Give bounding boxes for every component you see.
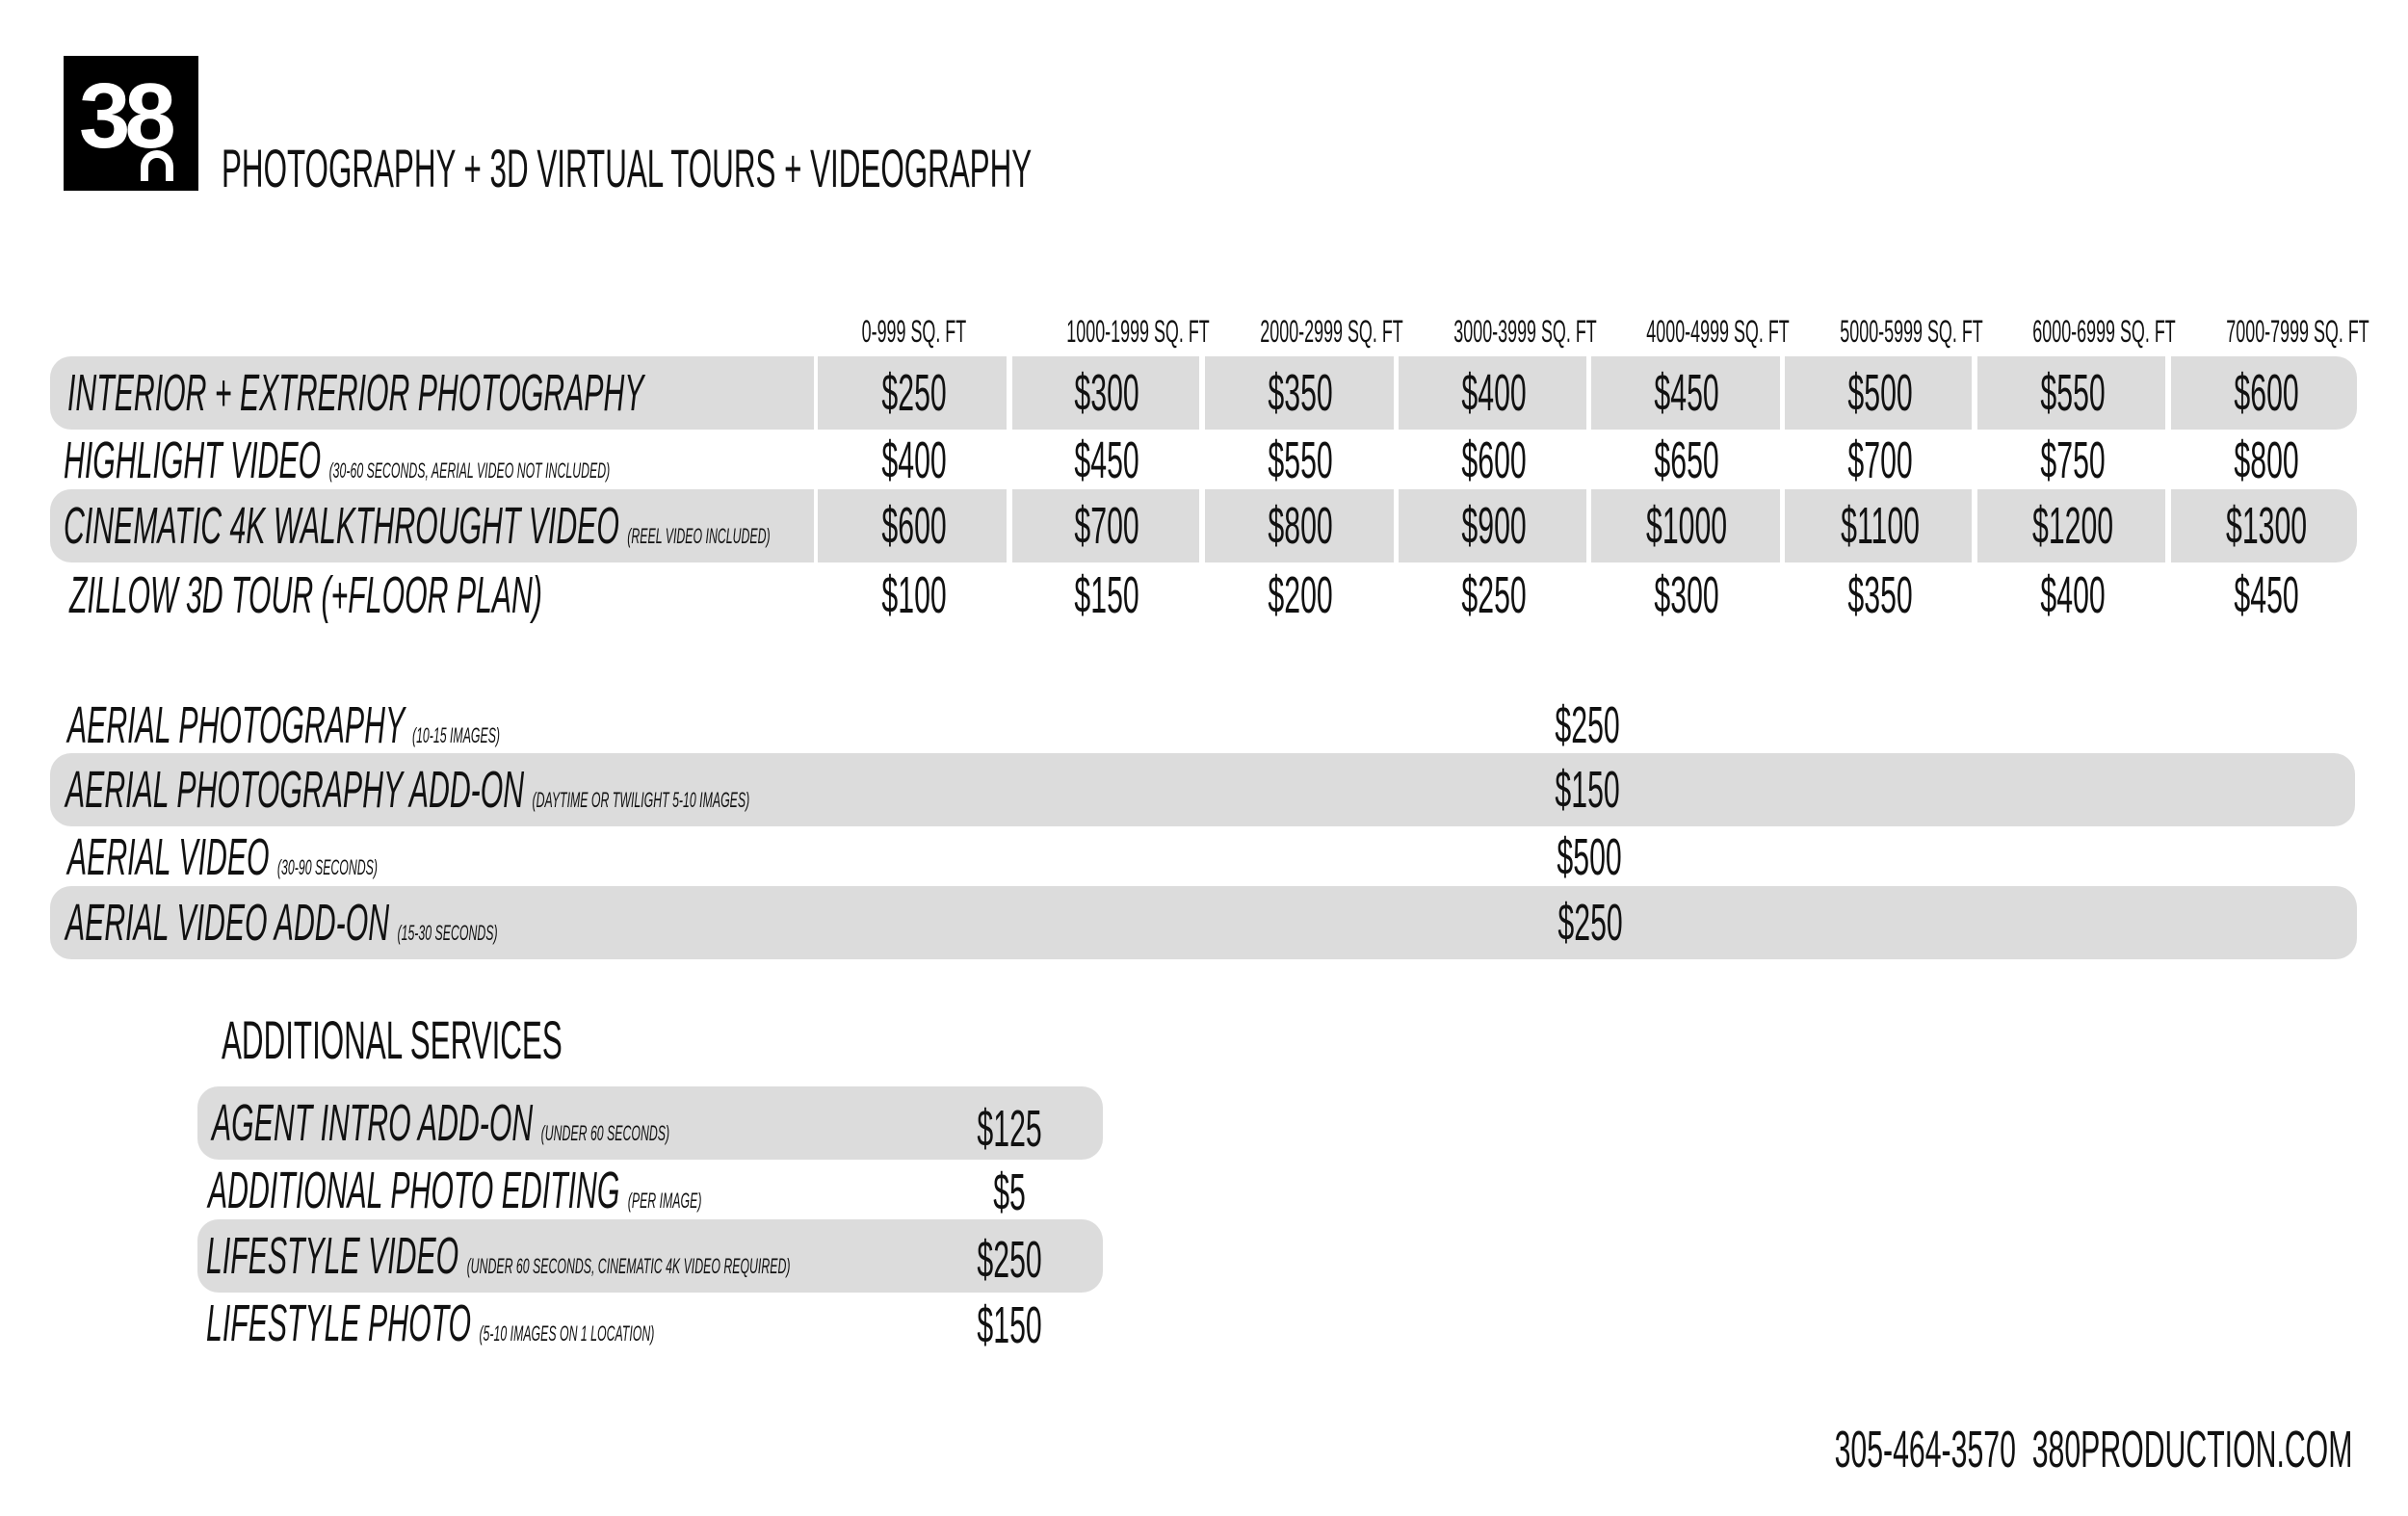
size-column-header: 2000-2999 SQ. FT — [1260, 314, 1403, 349]
service-label: AERIAL PHOTOGRAPHY ADD-ON (DAYTIME OR TWILIGHT 5-10 IMAGES) — [65, 761, 750, 819]
contact-info — [1427, 1416, 2352, 1483]
size-column-header: 5000-5999 SQ. FT — [1840, 314, 1983, 349]
price-cell: $450 — [2234, 566, 2299, 624]
price-cell: $500 — [1847, 364, 1913, 422]
additional-services-title: ADDITIONAL SERVICES — [222, 1009, 563, 1070]
price-cell: $250 — [881, 364, 947, 422]
price-cell: $400 — [2040, 566, 2106, 624]
price-cell: $700 — [1847, 431, 1913, 489]
price-cell: $1200 — [2031, 497, 2114, 555]
price-cell: $1100 — [1841, 497, 1920, 555]
price-cell: $1300 — [2225, 497, 2308, 555]
size-column-header: 4000-4999 SQ. FT — [1646, 314, 1790, 349]
price-cell: $5 — [993, 1163, 1026, 1221]
price-cell: $100 — [881, 566, 947, 624]
logo-arc-mark — [141, 150, 173, 181]
service-label: AERIAL PHOTOGRAPHY (10-15 IMAGES) — [67, 696, 501, 754]
price-cell: $250 — [1557, 894, 1623, 952]
price-cell: $700 — [1074, 497, 1139, 555]
price-cell: $450 — [1074, 431, 1139, 489]
price-cell: $350 — [1847, 566, 1913, 624]
page-title: PHOTOGRAPHY + 3D VIRTUAL TOURS + VIDEOGRAPHY — [222, 138, 1033, 198]
size-column-header: 0-999 SQ. FT — [861, 314, 967, 349]
service-label: AGENT INTRO ADD-ON (UNDER 60 SECONDS) — [212, 1094, 670, 1152]
brand-logo — [64, 56, 198, 191]
service-label: ADDITIONAL PHOTO EDITING (PER IMAGE) — [208, 1162, 702, 1219]
price-cell: $1000 — [1645, 497, 1728, 555]
service-label: CINEMATIC 4K WALKTHROUGHT VIDEO (REEL VIDEO INCLUDED) — [64, 497, 771, 555]
price-cell: $750 — [2040, 431, 2106, 489]
price-cell: $250 — [1555, 696, 1620, 754]
service-label: INTERIOR + EXTRERIOR PHOTOGRAPHY — [67, 364, 644, 422]
contact-phone: 305-464-3570 — [1834, 1421, 2016, 1478]
price-cell: $150 — [1555, 761, 1620, 819]
service-label: AERIAL VIDEO (30-90 SECONDS) — [67, 828, 379, 886]
price-cell: $250 — [977, 1231, 1042, 1289]
service-label: ZILLOW 3D TOUR (+FLOOR PLAN) — [69, 566, 542, 624]
price-cell: $600 — [1461, 431, 1527, 489]
size-column-header: 1000-1999 SQ. FT — [1066, 314, 1210, 349]
price-cell: $600 — [881, 497, 947, 555]
price-cell: $200 — [1268, 566, 1333, 624]
price-cell: $500 — [1557, 828, 1622, 886]
price-cell: $550 — [2040, 364, 2106, 422]
price-cell: $600 — [2234, 364, 2299, 422]
price-cell: $250 — [1461, 566, 1527, 624]
price-cell: $125 — [977, 1100, 1042, 1158]
price-cell: $800 — [2234, 431, 2299, 489]
price-cell: $400 — [881, 431, 947, 489]
service-label: LIFESTYLE VIDEO (UNDER 60 SECONDS, CINEMATIC 4K VIDEO REQUIRED) — [206, 1227, 791, 1285]
price-cell: $400 — [1461, 364, 1527, 422]
service-label: LIFESTYLE PHOTO (5-10 IMAGES ON 1 LOCATION) — [206, 1294, 655, 1352]
price-cell: $900 — [1461, 497, 1527, 555]
price-cell: $800 — [1268, 497, 1333, 555]
logo-text: 38 — [79, 65, 170, 168]
price-cell: $300 — [1654, 566, 1719, 624]
price-cell: $300 — [1074, 364, 1139, 422]
price-cell: $150 — [977, 1296, 1042, 1354]
size-column-header: 6000-6999 SQ. FT — [2032, 314, 2176, 349]
contact-website: 380PRODUCTION.COM — [2031, 1421, 2352, 1478]
service-label: AERIAL VIDEO ADD-ON (15-30 SECONDS) — [65, 894, 498, 952]
price-cell: $650 — [1654, 431, 1719, 489]
price-cell: $350 — [1268, 364, 1333, 422]
price-cell: $450 — [1654, 364, 1719, 422]
price-cell: $550 — [1268, 431, 1333, 489]
price-cell: $150 — [1074, 566, 1139, 624]
service-label: HIGHLIGHT VIDEO (30-60 SECONDS, AERIAL VIDEO NOT INCLUDED) — [64, 431, 611, 489]
size-column-header: 3000-3999 SQ. FT — [1453, 314, 1597, 349]
size-column-header: 7000-7999 SQ. FT — [2226, 314, 2369, 349]
